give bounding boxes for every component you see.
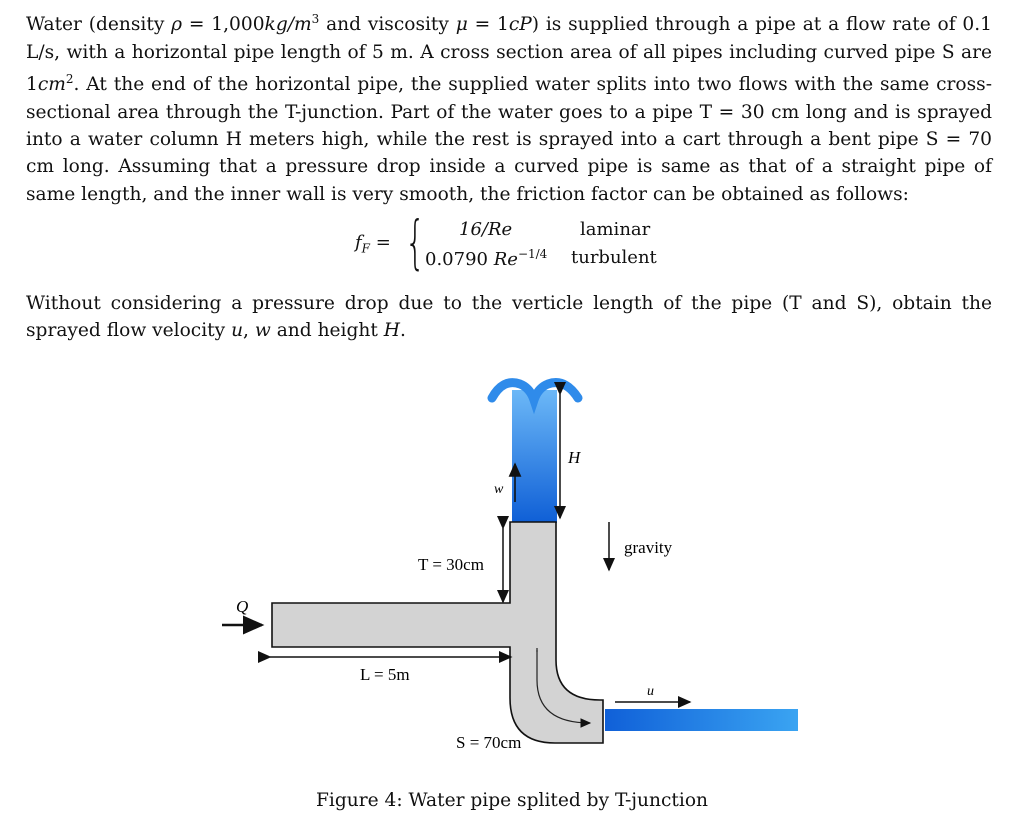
laminar-expression: 16/Re (459, 219, 513, 240)
problem-paragraph-1: Water (density $\rho = 1,000kg/m^3$ and viscosity μ = 1cP) is supplied through a pipe at a flow rate of 0.1 L/s, with a horizontal pipe length of 5 m. A cross section area of all pipes including curved pipe S are $1cm^2$. At the end of the horizontal pipe, the supplied water splits into two flows with the same cross-sectional area through the T-junction. Part of the water goes to a pipe T = 30 cm long and is sprayed into a water column H meters high, while the rest is sprayed into a cart through a bent pipe S = 70 cm long. Assuming that a pressure drop inside a curved pipe is same as that of a straight pipe of same length, and the inner wall is very smooth, the friction factor can be obtained as follows: (26, 12, 993, 205)
label-Q: Q (236, 597, 249, 616)
pipe-diagram (0, 360, 1024, 794)
label-w: w (494, 482, 504, 497)
label-H: H (568, 448, 581, 467)
label-S: S = 70cm (456, 733, 522, 752)
figure-caption: Figure 4: Water pipe splited by T-junction (316, 790, 709, 811)
outlet-water-jet (605, 709, 798, 731)
turbulent-expression: 0.0790 $Re^{-1/4}$ (425, 247, 548, 270)
pipe-svg (0, 360, 1024, 790)
label-L: L = 5m (360, 665, 410, 684)
label-u: u (647, 684, 654, 699)
label-T: T = 30cm (418, 555, 484, 574)
mu-symbol: μ (455, 14, 468, 36)
friction-factor-formula (355, 208, 675, 276)
label-gravity: gravity (624, 538, 673, 557)
formula-lhs: $f_F$ = (355, 232, 391, 256)
turbulent-label: turbulent (571, 247, 657, 268)
laminar-label: laminar (580, 219, 651, 240)
problem-paragraph-2: Without considering a pressure drop due to the verticle length of the pipe (T and S), obtain the sprayed flow velocity u, w and height H. (26, 293, 992, 342)
brace-symbol: { (405, 208, 426, 276)
rho-symbol: ρ (171, 14, 183, 36)
fountain-spray (492, 383, 578, 400)
